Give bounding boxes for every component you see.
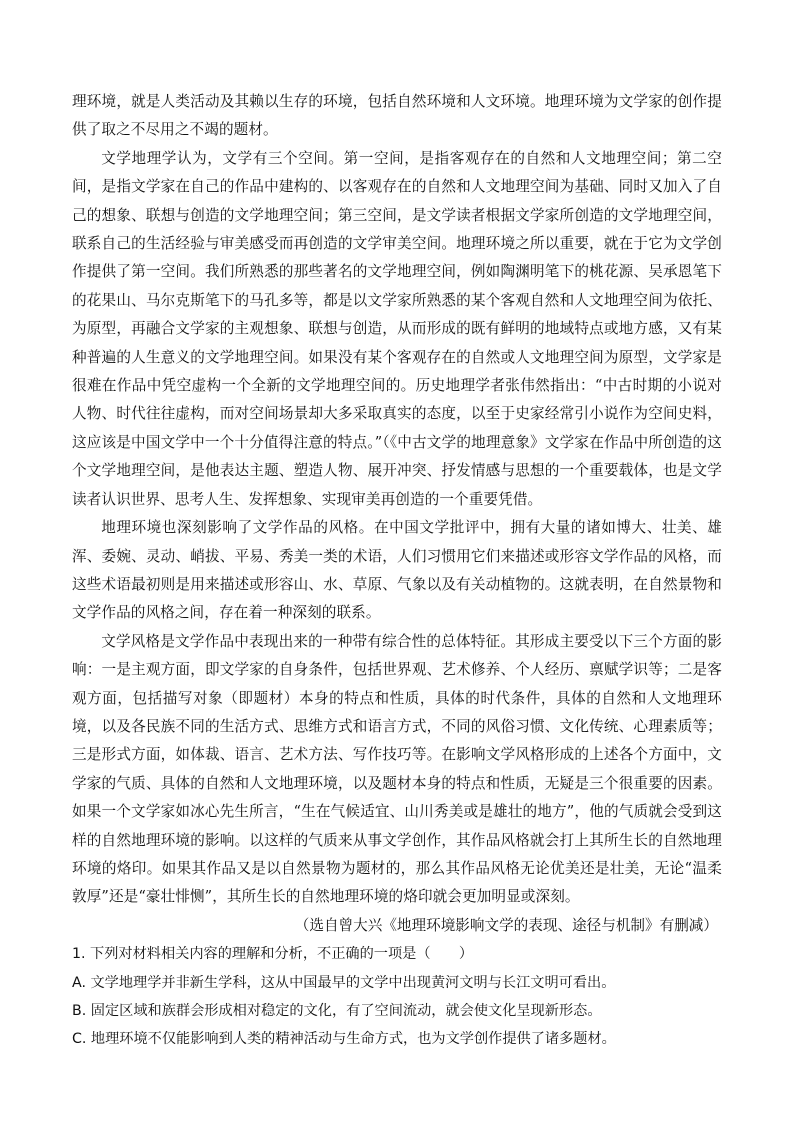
option-a: A. 文学地理学并非新生学科，这从中国最早的文学中出现黄河文明与长江文明可看出。 (72, 974, 616, 991)
paragraph-three-spaces: 文学地理学认为，文学有三个空间。第一空间，是指客观存在的自然和人文地理空间；第二空间，是指文学家在自己的作品中建构的、以客观存在的自然和人文地理空间为基础、同时又加入了自己的想象、联想与创造的文学地理空间；第三空间，是文学读者根据文学家所创造的文学地理空间，联系自己的生活经验与审美感受而再创造的文学审美空间。地理环境之所以重要，就在于它为文学创作提供了第一空间。我们所熟悉的那些著名的文学地理空间，例如陶渊明笔下的桃花源、吴承恩笔下的花果山、马尔克斯笔下的马孔多等，都是以文学家所熟悉的某个客观自然和人文地理空间为依托、为原型，再融合文学家的主观想象、联想与创造，从而形成的既有鲜明的地域特点或地方感，又有某种普遍的人生意义的文学地理空间。如果没有某个客观存在的自然或人文地理空间为原型，文学家是很难在作品中凭空虚构一个全新的文学地理空间的。历史地理学者张伟然指出：“中古时期的小说对人物、时代往往虚构，而对空间场景却大多采取真实的态度，以至于史家经常引小说作为空间史料，这应该是中国文学中一个十分值得注意的特点。”（《中古文学的地理意象》文学家在作品中所创造的这个文学地理空间，是他表达主题、塑造人物、展开冲突、抒发情感与思想的一个重要载体，也是文学读者认识世界、思考人生、发挥想象、实现审美再创造的一个重要凭借。 (72, 149, 722, 508)
question-stem: 1. 下列对材料相关内容的理解和分析，不正确的一项是（ ） (72, 946, 474, 963)
option-c: C. 地理环境不仅能影响到人类的精神活动与生命方式，也为文学创作提供了诸多题材。 (72, 1031, 616, 1048)
option-b: B. 固定区域和族群会形成相对稳定的文化，有了空间流动，就会使文化呈现新形态。 (72, 1003, 602, 1019)
paragraph-style-influence: 地理环境也深刻影响了文学作品的风格。在中国文学批评中，拥有大量的诸如博大、壮美、雄浑、委婉、灵动、峭拔、平易、秀美一类的术语，人们习惯用它们来描述或形容文学作品的风格，而这些术语最初则是用来描述或形容山、水、草原、气象以及有关动植物的。这就表明，在自然景物和文学作品的风格之间，存在着一种深刻的联系。 (72, 519, 722, 622)
source-citation: （选自曾大兴《地理环境影响文学的表现、途径与机制》有删减） (294, 916, 718, 934)
paragraph-continuation: 理环境，就是人类活动及其赖以生存的环境，包括自然环境和人文环境。地理环境为文学家的创作提供了取之不尽用之不竭的题材。 (72, 93, 722, 139)
paragraph-literary-style: 文学风格是文学作品中表现出来的一种带有综合性的总体特征。其形成主要受以下三个方面的影响：一是主观方面，即文学家的自身条件，包括世界观、艺术修养、个人经历、禀赋学识等；二是客观方面，包括描写对象（即题材）本身的特点和性质，具体的时代条件，具体的自然和人文地理环境，以及各民族不同的生活方式、思维方式和语言方式，不同的风俗习惯、文化传统、心理素质等；三是形式方面，如体裁、语言、艺术方法、写作技巧等。在影响文学风格形成的上述各个方面中，文学家的气质、具体的自然和人文地理环境，以及题材本身的特点和性质，无疑是三个很重要的因素。如果一个文学家如冰心先生所言，“生在气候适宜、山川秀美或是雄壮的地方”，他的气质就会受到这样的自然地理环境的影响。以这样的气质来从事文学创作，其作品风格就会打上其所生长的自然地理环境的烙印。如果其作品又是以自然景物为题材的，那么其作品风格无论优美还是壮美，无论“温柔敦厚”还是“豪壮悱恻”，其所生长的自然地理环境的烙印就会更加明显或深刻。 (72, 632, 722, 906)
